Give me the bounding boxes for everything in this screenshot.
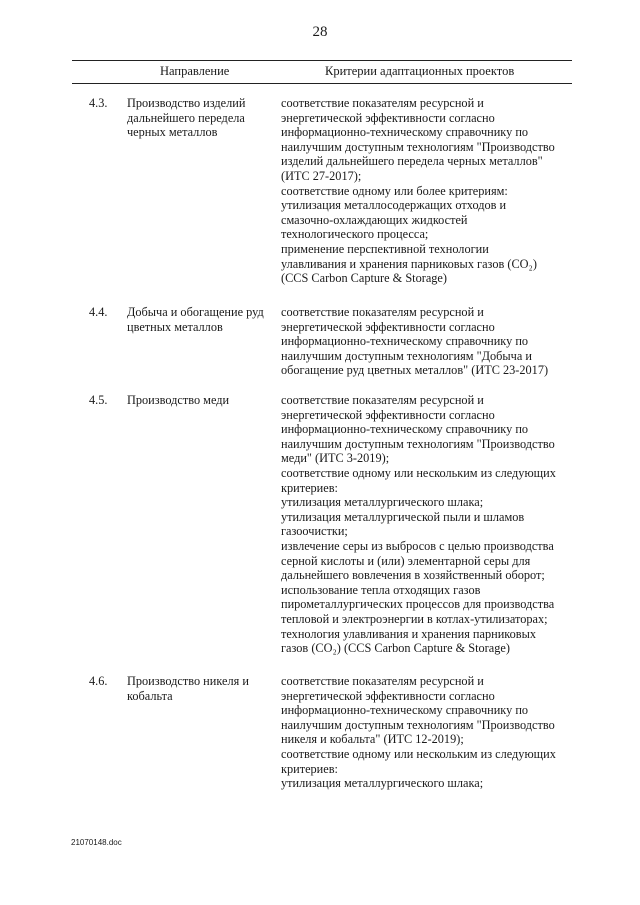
criteria-line: наилучшим доступным технологиям "Производство xyxy=(281,717,555,732)
criteria-line: информационно-техническому справочнику по xyxy=(281,125,529,140)
row-criteria xyxy=(281,393,581,656)
row-direction xyxy=(127,674,277,703)
footer-filename: 21070148.doc xyxy=(71,838,122,847)
criteria-line: пирометаллургических процессов для производства xyxy=(281,597,555,612)
criteria-line: обогащение руд цветных металлов" (ИТС 23-2017) xyxy=(281,363,549,378)
criteria-line: (ИТС 27-2017); xyxy=(281,168,362,183)
row-number: 4.5. xyxy=(89,393,108,407)
direction-line: кобальта xyxy=(127,688,173,703)
criteria-line: дальнейшего вовлечения в хозяйственный оборот; xyxy=(281,568,545,583)
criteria-line: утилизация металлургической пыли и шламов xyxy=(281,509,525,524)
criteria-line: соответствие одному или нескольким из следующих xyxy=(281,465,556,480)
row-direction xyxy=(127,393,277,408)
criteria-line: наилучшим доступным технологиям "Производство xyxy=(281,436,555,451)
criteria-line: информационно-техническому справочнику по xyxy=(281,334,529,349)
direction-line: Добыча и обогащение руд xyxy=(127,305,264,319)
criteria-line: энергетической эффективности согласно xyxy=(281,110,495,125)
row-direction xyxy=(127,96,277,140)
row-criteria xyxy=(281,96,581,286)
criteria-line: тепловой и электроэнергии в котлах-утилизаторах; xyxy=(281,611,548,626)
criteria-line: технологического процесса; xyxy=(281,227,429,242)
direction-line: дальнейшего передела xyxy=(127,110,245,125)
criteria-line: энергетической эффективности согласно xyxy=(281,407,495,422)
criteria-line: информационно-техническому справочнику по xyxy=(281,703,529,718)
page-number: 28 xyxy=(312,24,328,40)
criteria-line: соответствие показателям ресурсной и xyxy=(281,674,484,688)
criteria-line: наилучшим доступным технологиям "Добыча и xyxy=(281,348,532,363)
row-criteria xyxy=(281,674,581,791)
row-criteria xyxy=(281,305,581,378)
criteria-line: энергетической эффективности согласно xyxy=(281,319,495,334)
criteria-line: соответствие одному или более критериям: xyxy=(281,183,508,198)
criteria-line: газов (CO₂) (CCS Carbon Capture & Storage) xyxy=(281,641,510,656)
criteria-line: изделий дальнейшего передела черных металлов" xyxy=(281,154,543,169)
criteria-line: информационно-техническому справочнику по xyxy=(281,422,529,437)
header-criteria: Критерии адаптационных проектов xyxy=(325,64,515,78)
criteria-line: соответствие показателям ресурсной и xyxy=(281,96,484,110)
criteria-line: соответствие показателям ресурсной и xyxy=(281,305,484,319)
criteria-line: (CCS Carbon Capture & Storage) xyxy=(281,271,447,286)
criteria-line: утилизация металлургического шлака; xyxy=(281,776,484,791)
criteria-line: технология улавливания и хранения парниковых xyxy=(281,626,536,641)
criteria-line: критериев: xyxy=(281,480,338,495)
row-number: 4.6. xyxy=(89,674,108,688)
criteria-line: использование тепла отходящих газов xyxy=(281,582,481,597)
criteria-line: применение перспективной технологии xyxy=(281,241,489,256)
criteria-line: критериев: xyxy=(281,761,338,776)
direction-line: Производство изделий xyxy=(127,96,246,110)
direction-line: Производство меди xyxy=(127,393,230,407)
row-direction xyxy=(127,305,277,334)
criteria-line: меди" (ИТС 3-2019); xyxy=(281,451,390,466)
direction-line: Производство никеля и xyxy=(127,674,249,688)
criteria-line: никеля и кобальта" (ИТС 12-2019); xyxy=(281,732,464,747)
table-header xyxy=(72,60,572,84)
criteria-line: утилизация металлургического шлака; xyxy=(281,495,484,510)
criteria-line: соответствие одному или нескольким из следующих xyxy=(281,746,556,761)
criteria-line: соответствие показателям ресурсной и xyxy=(281,393,484,407)
header-direction: Направление xyxy=(160,64,230,78)
criteria-line: улавливания и хранения парниковых газов (CO₂) xyxy=(281,256,537,271)
criteria-line: смазочно-охлаждающих жидкостей xyxy=(281,212,468,227)
criteria-line: энергетической эффективности согласно xyxy=(281,688,495,703)
criteria-line: серной кислоты и (или) элементарной серы для xyxy=(281,553,531,568)
row-number: 4.4. xyxy=(89,305,108,319)
direction-line: цветных металлов xyxy=(127,319,223,334)
criteria-line: извлечение серы из выбросов с целью производства xyxy=(281,538,554,553)
direction-line: черных металлов xyxy=(127,125,218,140)
criteria-line: утилизация металлосодержащих отходов и xyxy=(281,198,507,213)
row-number: 4.3. xyxy=(89,96,108,110)
criteria-line: газоочистки; xyxy=(281,524,348,539)
criteria-line: наилучшим доступным технологиям "Производство xyxy=(281,139,555,154)
